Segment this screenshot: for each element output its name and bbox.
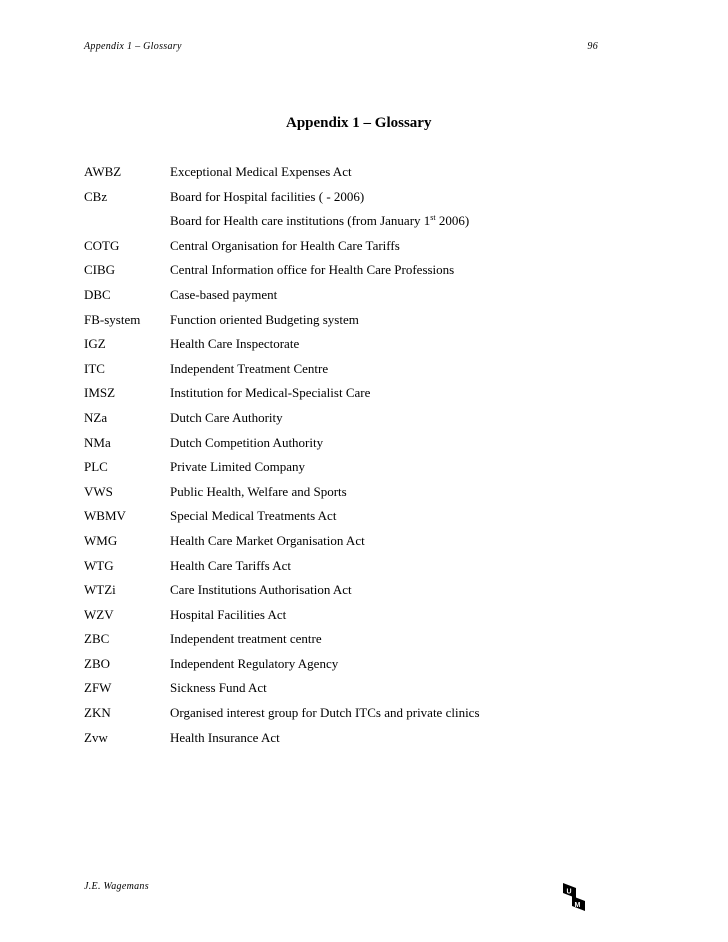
glossary-abbreviation: WTZi	[84, 582, 116, 598]
glossary-definition: Dutch Care Authority	[170, 409, 283, 425]
glossary-row	[84, 261, 604, 286]
glossary-row	[84, 237, 604, 262]
glossary-row	[84, 311, 604, 336]
glossary-row	[84, 581, 604, 606]
glossary-abbreviation: AWBZ	[84, 164, 122, 179]
glossary-abbreviation: COTG	[84, 237, 120, 253]
glossary-abbreviation: WBMV	[84, 508, 126, 524]
glossary-abbreviation: WTG	[84, 557, 114, 573]
glossary-row	[84, 384, 604, 409]
glossary-row	[84, 360, 604, 385]
glossary-row	[84, 434, 604, 459]
glossary-definition: Independent Regulatory Agency	[170, 655, 339, 671]
glossary-definition: Central Organisation for Health Care Tariffs	[170, 237, 400, 253]
glossary-abbreviation: NZa	[84, 409, 108, 425]
glossary-definition: Health Care Market Organisation Act	[170, 532, 365, 548]
glossary-row	[84, 163, 604, 188]
glossary-definition: Hospital Facilities Act	[170, 606, 287, 622]
glossary-definition: Public Health, Welfare and Sports	[170, 483, 347, 499]
page-number: 96	[587, 41, 598, 52]
glossary-definition: Health Care Inspectorate	[170, 336, 300, 352]
glossary-definition: Sickness Fund Act	[170, 680, 267, 696]
glossary-definition: Exceptional Medical Expenses Act	[170, 164, 352, 179]
university-logo-icon	[561, 881, 587, 913]
glossary-definition: Independent treatment centre	[170, 631, 322, 647]
glossary-definition: Organised interest group for Dutch ITCs and private clinics	[170, 705, 480, 721]
glossary-definition: Function oriented Budgeting system	[170, 311, 359, 327]
glossary-definition: Dutch Competition Authority	[170, 434, 324, 450]
glossary-row	[84, 630, 604, 655]
glossary-list	[84, 163, 604, 753]
glossary-row	[84, 188, 604, 213]
glossary-abbreviation: ZBO	[84, 655, 110, 671]
glossary-abbreviation: WZV	[84, 606, 114, 622]
glossary-definition: Independent Treatment Centre	[170, 360, 329, 376]
glossary-abbreviation: ZBC	[84, 631, 110, 647]
page-title: Appendix 1 – Glossary	[286, 115, 432, 131]
glossary-definition: Private Limited Company	[170, 459, 306, 475]
glossary-row	[84, 679, 604, 704]
definition-text: Board for Health care institutions (from January 1	[170, 213, 431, 229]
glossary-row	[84, 458, 604, 483]
glossary-row	[84, 507, 604, 532]
glossary-definition	[170, 212, 469, 230]
running-header-title: Appendix 1 – Glossary	[84, 41, 182, 52]
glossary-row	[84, 409, 604, 434]
glossary-abbreviation: WMG	[84, 532, 118, 548]
glossary-definition: Institution for Medical-Specialist Care	[170, 385, 371, 401]
logo-letter-u: U	[566, 888, 572, 896]
glossary-abbreviation: CBz	[84, 188, 108, 204]
glossary-abbreviation: NMa	[84, 434, 111, 450]
logo-letter-m: M	[574, 902, 581, 909]
glossary-definition: Board for Hospital facilities ( - 2006)	[170, 188, 365, 204]
glossary-abbreviation: PLC	[84, 459, 108, 475]
glossary-definition: Care Institutions Authorisation Act	[170, 582, 352, 598]
glossary-definition: Special Medical Treatments Act	[170, 508, 337, 524]
glossary-abbreviation: ZFW	[84, 680, 112, 696]
glossary-row	[84, 606, 604, 631]
glossary-definition: Health Insurance Act	[170, 729, 280, 745]
definition-text: 2006)	[435, 213, 470, 229]
glossary-row	[84, 655, 604, 680]
glossary-row	[84, 729, 604, 754]
glossary-abbreviation: Zvw	[84, 729, 108, 745]
glossary-abbreviation: CIBG	[84, 262, 116, 278]
glossary-row	[84, 704, 604, 729]
glossary-abbreviation: FB-system	[84, 311, 141, 327]
glossary-definition: Case-based payment	[170, 286, 278, 302]
glossary-abbreviation: DBC	[84, 286, 111, 302]
glossary-abbreviation: VWS	[84, 483, 113, 499]
glossary-definition: Health Care Tariffs Act	[170, 557, 291, 573]
glossary-abbreviation: ITC	[84, 360, 105, 376]
glossary-row	[84, 212, 604, 237]
glossary-abbreviation: ZKN	[84, 705, 111, 721]
glossary-abbreviation: IMSZ	[84, 385, 116, 401]
glossary-row	[84, 532, 604, 557]
glossary-definition: Central Information office for Health Care Professions	[170, 262, 455, 278]
footer-author: J.E. Wagemans	[84, 881, 149, 892]
glossary-row	[84, 286, 604, 311]
glossary-row	[84, 483, 604, 508]
ordinal-suffix: st	[430, 213, 436, 223]
running-header	[84, 41, 598, 57]
glossary-row	[84, 557, 604, 582]
glossary-abbreviation: IGZ	[84, 336, 106, 352]
glossary-row	[84, 335, 604, 360]
